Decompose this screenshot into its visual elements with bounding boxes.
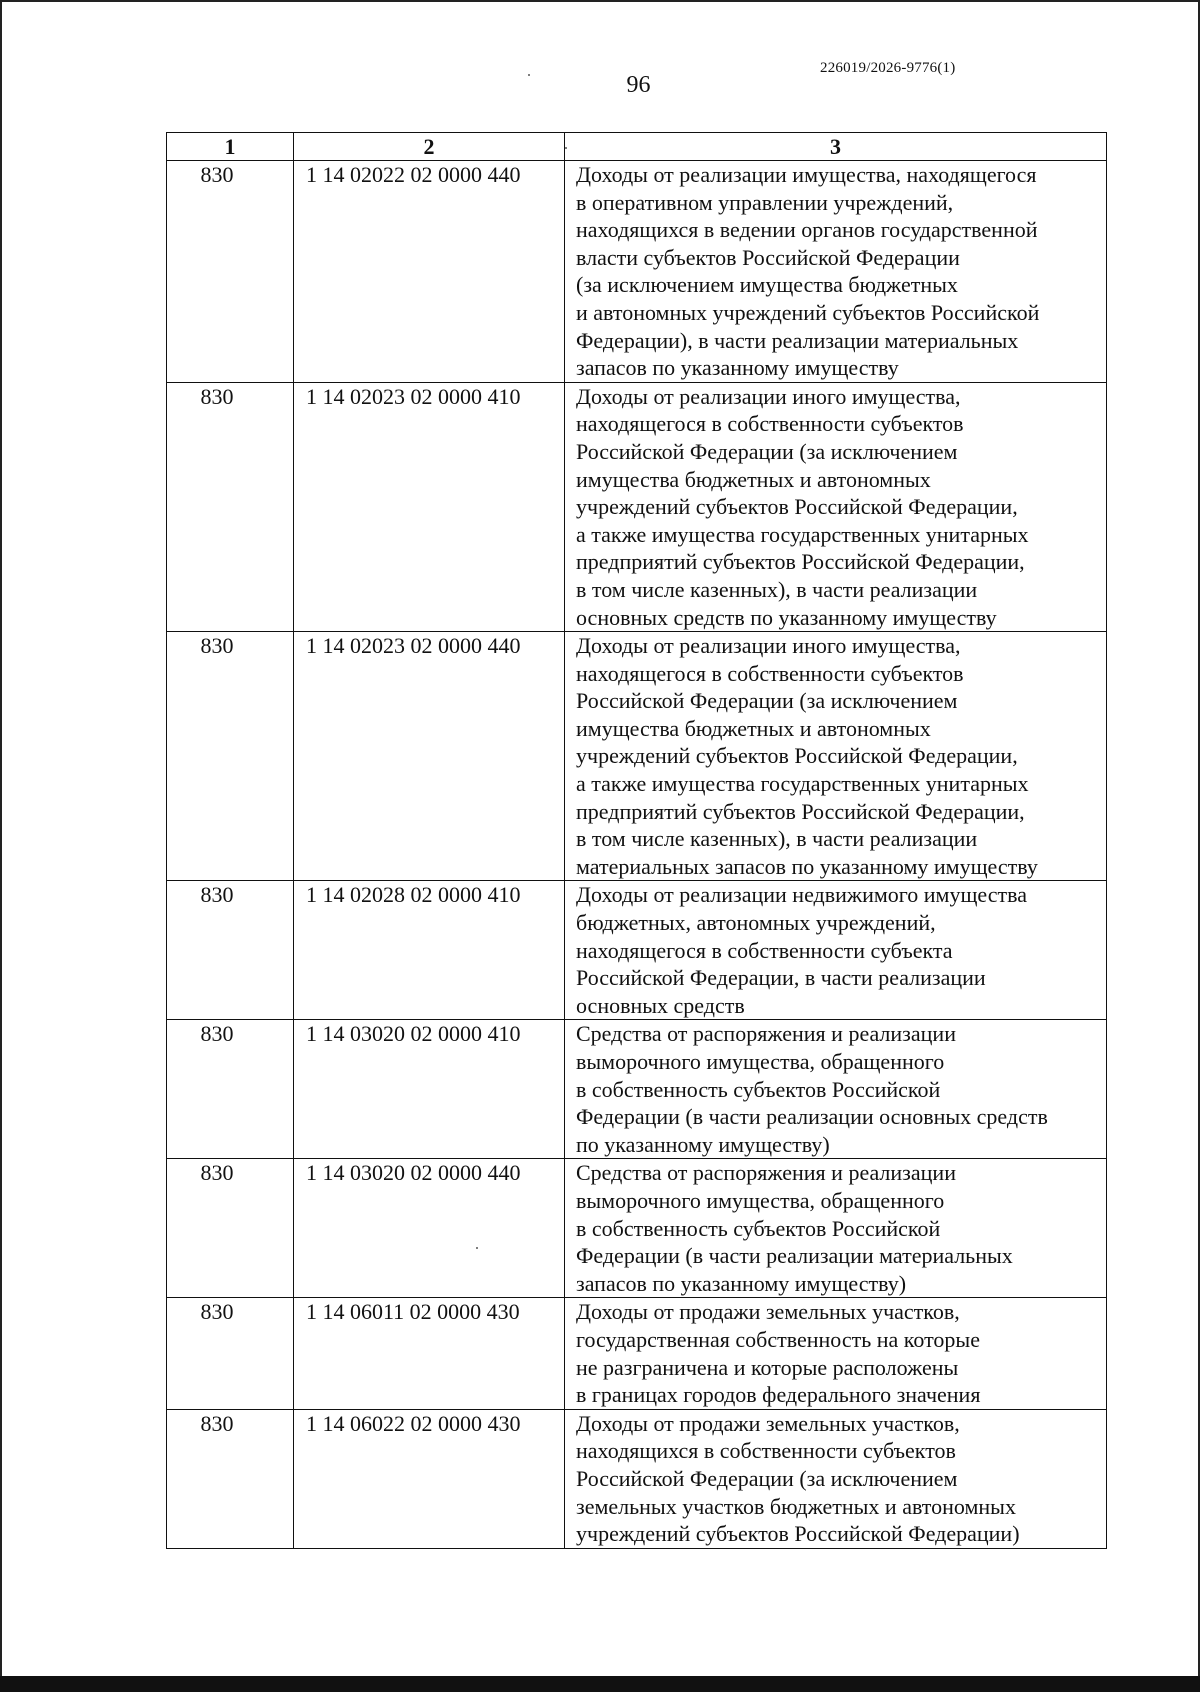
revenue-code-cell: 1 14 02022 02 0000 440 — [294, 161, 565, 383]
description-line: Федерации (в части реализации материальных — [576, 1243, 1013, 1269]
description-cell — [565, 881, 1107, 1020]
description-line: (за исключением имущества бюджетных — [576, 272, 958, 298]
description-line: и автономных учреждений субъектов Российской — [576, 299, 1040, 325]
table-row — [167, 1159, 1107, 1298]
revenue-code-cell: 1 14 02023 02 0000 410 — [294, 382, 565, 631]
page-number: 96 — [626, 72, 651, 98]
description-line: предприятий субъектов Российской Федерации, — [576, 549, 1025, 575]
description-cell — [565, 1409, 1107, 1548]
revenue-codes-table — [166, 132, 1107, 1549]
admin-code-cell: 830 — [167, 881, 294, 1020]
description-line: Доходы от реализации иного имущества, — [576, 633, 961, 659]
scan-edge-bottom — [0, 1676, 1200, 1692]
table-row — [167, 1020, 1107, 1159]
revenue-code-cell: 1 14 06022 02 0000 430 — [294, 1409, 565, 1548]
description-line: бюджетных, автономных учреждений, — [576, 910, 936, 936]
description-cell — [565, 161, 1107, 383]
column-header-3: 3 — [565, 133, 1107, 161]
revenue-code-cell: 1 14 02023 02 0000 440 — [294, 632, 565, 881]
admin-code-cell: 830 — [167, 1409, 294, 1548]
description-line: в том числе казенных), в части реализации — [576, 826, 978, 852]
admin-code-cell: 830 — [167, 382, 294, 631]
description-line: Российской Федерации (за исключением — [576, 688, 958, 714]
description-line: предприятий субъектов Российской Федерации, — [576, 798, 1025, 824]
description-line: учреждений субъектов Российской Федерации) — [576, 1521, 1020, 1547]
description-line: Российской Федерации (за исключением — [576, 438, 958, 464]
table-body — [167, 161, 1107, 1549]
revenue-code-cell: 1 14 02028 02 0000 410 — [294, 881, 565, 1020]
description-line: а также имущества государственных унитарных — [576, 771, 1029, 797]
description-line: Средства от распоряжения и реализации — [576, 1160, 956, 1186]
description-cell — [565, 382, 1107, 631]
description-line: в границах городов федерального значения — [576, 1382, 981, 1408]
scan-edge-top — [0, 0, 1200, 2]
description-line: Средства от распоряжения и реализации — [576, 1021, 956, 1047]
description-line: выморочного имущества, обращенного — [576, 1187, 945, 1213]
description-line: выморочного имущества, обращенного — [576, 1049, 945, 1074]
column-header-1: 1 — [167, 133, 294, 161]
description-line: находящихся в ведении органов государственной — [576, 217, 1038, 243]
description-line: учреждений субъектов Российской Федерации, — [576, 743, 1018, 769]
admin-code-cell: 830 — [167, 632, 294, 881]
description-line: запасов по указанному имуществу) — [576, 1270, 907, 1296]
description-line: земельных участков бюджетных и автономных — [576, 1493, 1016, 1519]
description-line: Доходы от реализации имущества, находящегося — [576, 162, 1037, 187]
description-line: находящегося в собственности субъекта — [576, 937, 953, 963]
description-line: Российской Федерации, в части реализации — [576, 965, 986, 991]
description-line: запасов по указанному имуществу — [576, 355, 899, 381]
table-row — [167, 161, 1107, 383]
table-row — [167, 1409, 1107, 1548]
description-cell — [565, 1020, 1107, 1159]
description-line: Доходы от реализации недвижимого имущества — [576, 882, 1027, 908]
description-line: в оперативном управлении учреждений, — [576, 189, 954, 215]
description-line: основных средств по указанному имуществу — [576, 604, 997, 630]
description-line: материальных запасов по указанному имуществу — [576, 853, 1038, 879]
description-line: Российской Федерации (за исключением — [576, 1465, 958, 1491]
description-line: государственная собственность на которые — [576, 1326, 980, 1352]
admin-code-cell: 830 — [167, 1020, 294, 1159]
revenue-code-cell: 1 14 03020 02 0000 410 — [294, 1020, 565, 1159]
description-line: власти субъектов Российской Федерации — [576, 244, 960, 270]
description-line: Федерации (в части реализации основных средств — [576, 1104, 1048, 1130]
table-row — [167, 382, 1107, 631]
table-header-row — [167, 133, 1107, 161]
description-line: не разграничена и которые расположены — [576, 1354, 959, 1380]
description-line: в собственность субъектов Российской — [576, 1215, 941, 1241]
description-line: в том числе казенных), в части реализации — [576, 576, 978, 602]
admin-code-cell: 830 — [167, 1298, 294, 1409]
description-cell — [565, 1298, 1107, 1409]
document-id: 226019/2026-9776(1) — [820, 60, 956, 76]
table-row — [167, 1298, 1107, 1409]
admin-code-cell: 830 — [167, 1159, 294, 1298]
description-line: Доходы от продажи земельных участков, — [576, 1299, 960, 1325]
description-line: находящегося в собственности субъектов — [576, 411, 964, 437]
table-row — [167, 632, 1107, 881]
description-line: находящихся в собственности субъектов — [576, 1438, 956, 1464]
description-line: имущества бюджетных и автономных — [576, 715, 931, 741]
scan-edge-left — [0, 0, 2, 1692]
admin-code-cell: 830 — [167, 161, 294, 383]
description-line: по указанному имуществу) — [576, 1131, 830, 1157]
revenue-code-cell: 1 14 03020 02 0000 440 — [294, 1159, 565, 1298]
description-cell — [565, 1159, 1107, 1298]
description-line: учреждений субъектов Российской Федерации, — [576, 494, 1018, 520]
description-cell — [565, 632, 1107, 881]
description-line: Доходы от реализации иного имущества, — [576, 383, 961, 409]
description-line: находящегося в собственности субъектов — [576, 660, 964, 686]
description-line: основных средств — [576, 992, 745, 1018]
table-row — [167, 881, 1107, 1020]
description-line: Федерации), в части реализации материальных — [576, 327, 1019, 353]
revenue-code-cell: 1 14 06011 02 0000 430 — [294, 1298, 565, 1409]
description-line: в собственность субъектов Российской — [576, 1076, 941, 1102]
description-line: а также имущества государственных унитарных — [576, 521, 1029, 547]
column-header-2: 2 — [294, 133, 565, 161]
description-line: имущества бюджетных и автономных — [576, 466, 931, 492]
description-line: Доходы от продажи земельных участков, — [576, 1410, 960, 1436]
